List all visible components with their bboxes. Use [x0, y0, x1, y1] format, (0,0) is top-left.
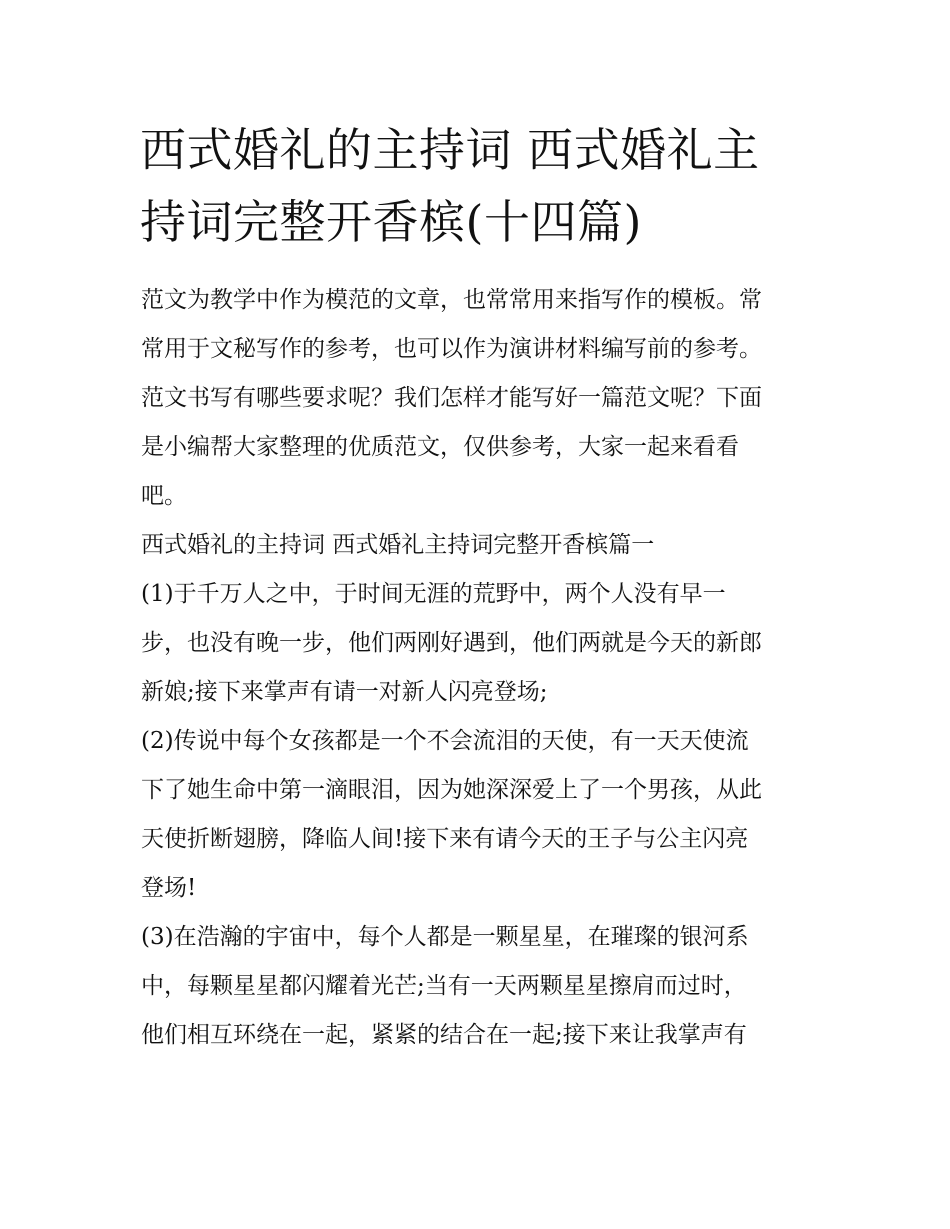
document-body — [141, 276, 821, 1060]
title-line: 持词完整开香槟(十四篇) — [140, 195, 642, 249]
paragraph-line: (1)于千万人之中，于时间无涯的荒野中，两个人没有早一 — [141, 581, 726, 607]
paragraph-line: 新娘;接下来掌声有请一对新人闪亮登场; — [141, 679, 548, 705]
intro-line: 常用于文秘写作的参考，也可以作为演讲材料编写前的参考。 — [141, 336, 762, 362]
paragraph-line: 天使折断翅膀，降临人间!接下来有请今天的王子与公主闪亮 — [141, 826, 749, 852]
intro-line: 是小编帮大家整理的优质范文，仅供参考，大家一起来看看 — [141, 434, 739, 460]
section-heading: 西式婚礼的主持词 西式婚礼主持词完整开香槟篇一 — [141, 532, 655, 558]
paragraph-line: 登场! — [141, 875, 197, 901]
paragraph-line: 下了她生命中第一滴眼泪，因为她深深爱上了一个男孩，从此 — [141, 777, 762, 803]
intro-line: 吧。 — [141, 483, 187, 509]
paragraph-line: 中，每颗星星都闪耀着光芒;当有一天两颗星星擦肩而过时， — [141, 973, 747, 999]
paragraph-line: 步，也没有晚一步，他们两刚好遇到，他们两就是今天的新郎 — [141, 630, 762, 656]
intro-line: 范文书写有哪些要求呢？我们怎样才能写好一篇范文呢？下面 — [141, 385, 762, 411]
title-line: 西式婚礼的主持词 西式婚礼主 — [140, 123, 760, 177]
paragraph-line: (3)在浩瀚的宇宙中，每个人都是一颗星星，在璀璨的银河系 — [141, 924, 749, 950]
intro-line: 范文为教学中作为模范的文章，也常常用来指写作的模板。常 — [141, 287, 762, 313]
paragraph-line: 他们相互环绕在一起，紧紧的结合在一起;接下来让我掌声有 — [141, 1022, 747, 1048]
document-title — [140, 114, 820, 258]
paragraph-line: (2)传说中每个女孩都是一个不会流泪的天使，有一天天使流 — [141, 728, 749, 754]
